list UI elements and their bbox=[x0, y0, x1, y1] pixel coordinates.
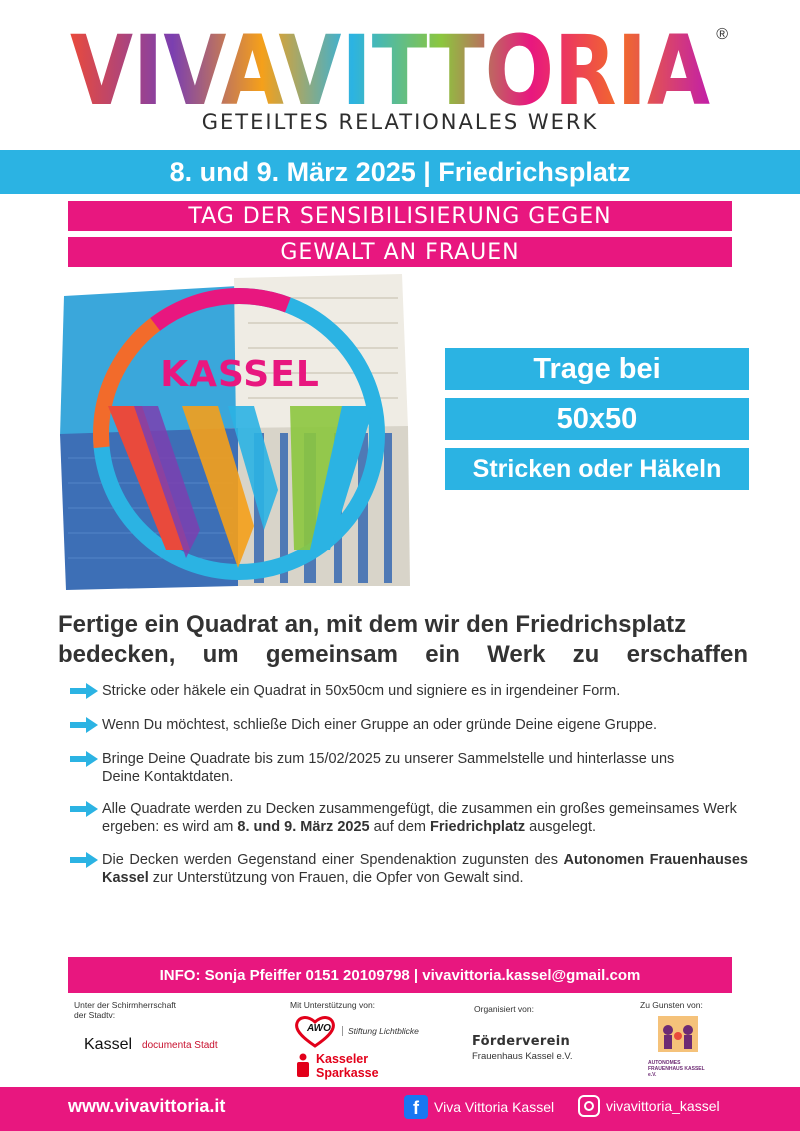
awo-logo bbox=[294, 1014, 419, 1048]
event-title-line1: TAG DER SENSIBILISIERUNG GEGEN bbox=[68, 201, 732, 231]
frauenhaus-logo bbox=[648, 1014, 708, 1076]
list-item bbox=[68, 750, 748, 786]
logo-wordmark bbox=[70, 24, 730, 108]
awo-wordmark: AWO bbox=[307, 1023, 331, 1034]
date-bar: 8. und 9. März 2025 | Friedrichsplatz bbox=[0, 150, 800, 194]
support-caption: Mit Unterstützung von: bbox=[290, 1000, 376, 1010]
sparkasse-logo bbox=[296, 1052, 386, 1080]
facebook-link[interactable] bbox=[404, 1095, 554, 1119]
instagram-link[interactable] bbox=[578, 1095, 720, 1117]
arrow-right-icon bbox=[68, 851, 102, 869]
arrow-right-icon bbox=[68, 800, 102, 818]
bullet-text: Wenn Du möchtest, schließe Dich einer Gruppe an oder gründe Deine eigene Gruppe. bbox=[102, 717, 658, 733]
frauenhaus-illustration bbox=[648, 1014, 708, 1060]
info-bar: INFO: Sonja Pfeiffer 0151 20109798 | vivavittoria.kassel@gmail.com bbox=[68, 957, 732, 993]
arrow-right-icon bbox=[68, 716, 102, 734]
subtitle: GETEILTES RELATIONALES WERK bbox=[201, 110, 599, 134]
footer bbox=[0, 1087, 800, 1131]
instagram-label: vivavittoria_kassel bbox=[606, 1098, 720, 1114]
bullet-text: Alle Quadrate werden zu Decken zusammengefügt, die zusammen ein großes gemeinsames Werk ergeben: es wird am 8. und 9. März 2025 auf dem Friedrichplatz ausgelegt. bbox=[102, 801, 737, 835]
organizer-caption: Organisiert von: bbox=[474, 1004, 534, 1014]
arrow-right-icon bbox=[68, 750, 102, 768]
headline-line2: bedecken, um gemeinsam ein Werk zu erschaffen bbox=[58, 641, 748, 668]
city-subtitle: documenta Stadt bbox=[142, 1039, 218, 1051]
foerderverein-logo bbox=[472, 1034, 573, 1062]
arrow-right-icon bbox=[68, 682, 102, 700]
list-item bbox=[68, 682, 748, 700]
cta-line2: 50x50 bbox=[445, 398, 749, 440]
city-name: Kassel bbox=[84, 1036, 133, 1053]
bullet-text: Stricke oder häkele ein Quadrat in 50x50cm und signiere es in irgendeiner Form. bbox=[102, 683, 621, 699]
list-item bbox=[68, 800, 748, 836]
event-title-line2: GEWALT AN FRAUEN bbox=[68, 237, 732, 267]
stadt-kassel-logo bbox=[84, 1036, 218, 1054]
knitted-square-image bbox=[58, 268, 420, 594]
beneficiary-text: AUTONOMES FRAUENHAUS KASSEL e.V. bbox=[648, 1060, 705, 1078]
sparkasse-icon bbox=[296, 1053, 310, 1079]
cta-line1: Trage bei bbox=[445, 348, 749, 390]
headline-line1: Fertige ein Quadrat an, mit dem wir den Friedrichsplatz bbox=[58, 611, 687, 638]
kassel-label: KASSEL bbox=[160, 354, 320, 395]
vivavittoria-logo bbox=[70, 24, 730, 108]
sparkasse-name: Kasseler Sparkasse bbox=[316, 1052, 379, 1080]
list-item bbox=[68, 851, 748, 887]
beneficiary-caption: Zu Gunsten von: bbox=[640, 1000, 703, 1010]
cta-line3: Stricken oder Häkeln bbox=[445, 448, 749, 490]
knit-illustration bbox=[58, 268, 420, 594]
website-link[interactable]: www.vivavittoria.it bbox=[68, 1096, 226, 1116]
list-item bbox=[68, 716, 748, 734]
svg-text:VIVAVITTORIA: VIVAVITTORIA bbox=[70, 24, 710, 108]
patronage-caption: Unter der Schirmherrschaft der Stadtv: bbox=[74, 1000, 177, 1020]
facebook-icon: f bbox=[404, 1095, 428, 1119]
organizer-line1: Förderverein bbox=[472, 1034, 571, 1049]
facebook-label: Viva Vittoria Kassel bbox=[434, 1099, 555, 1115]
awo-foundation: Stiftung Lichtblicke bbox=[342, 1026, 419, 1036]
organizer-line2: Frauenhaus Kassel e.V. bbox=[472, 1051, 573, 1062]
registered-mark: ® bbox=[716, 26, 728, 43]
bullet-text: Bringe Deine Quadrate bis zum 15/02/2025 zu unserer Sammelstelle und hinterlasse uns Deine Kontaktdaten. bbox=[102, 751, 675, 785]
bullet-text: Die Decken werden Gegenstand einer Spendenaktion zugunsten des Autonomen Frauenhauses Kassel zur Unterstützung von Frauen, die Opfer von Gewalt sind. bbox=[102, 852, 749, 886]
instagram-icon bbox=[578, 1095, 600, 1117]
